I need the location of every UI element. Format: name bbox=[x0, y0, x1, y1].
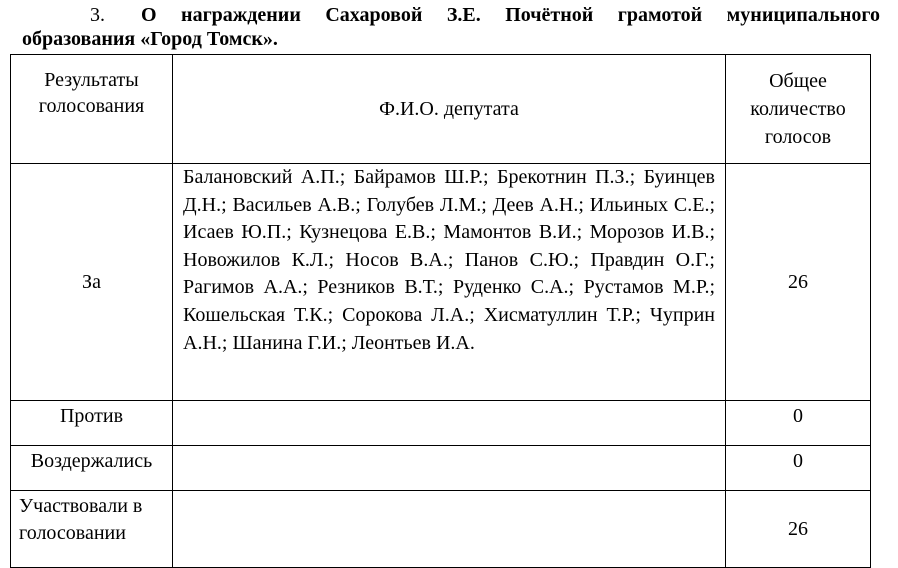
header-voting-results: Результаты голосования bbox=[11, 55, 173, 164]
row-label-for: За bbox=[11, 164, 173, 401]
item-number: 3. bbox=[90, 4, 105, 26]
heading-line-1 bbox=[22, 3, 880, 27]
deputies-list-abstained bbox=[173, 446, 726, 491]
deputies-list-against bbox=[173, 401, 726, 446]
table-row-for bbox=[11, 164, 871, 401]
vote-count-abstained: 0 bbox=[726, 446, 871, 491]
heading-line-2: образования «Город Томск». bbox=[22, 28, 278, 50]
table-row-participated bbox=[11, 491, 871, 568]
vote-count-participated: 26 bbox=[726, 491, 871, 568]
vote-count-against: 0 bbox=[726, 401, 871, 446]
row-label-against: Против bbox=[11, 401, 173, 446]
row-label-abstained: Воздержались bbox=[11, 446, 173, 491]
row-label-participated: Участвовали в голосовании bbox=[11, 491, 173, 568]
table-row-abstained bbox=[11, 446, 871, 491]
deputies-list-for: Балановский А.П.; Байрамов Ш.Р.; Брекотнин П.З.; Буинцев Д.Н.; Васильев А.В.; Голубев Л.М.; Деев А.Н.; Ильиных С.Е.; Исаев Ю.П.; Кузнецова Е.В.; Мамонтов В.И.; Морозов И.В.; Новожилов К.Л.; Носов В.А.; Панов С.Ю.; Правдин О.Г.; Рагимов А.А.; Резников В.Т.; Руденко С.А.; Рустамов М.Р.; Кошельская Т.К.; Сорокова Л.А.; Хисматуллин Т.Р.; Чуприн А.Н.; Шанина Г.И.; Леонтьев И.А. bbox=[173, 164, 726, 401]
voting-results-table bbox=[10, 54, 871, 568]
resolution-heading bbox=[22, 3, 880, 51]
table-header-row bbox=[11, 55, 871, 164]
vote-count-for: 26 bbox=[726, 164, 871, 401]
heading-text-1: О награждении Сахаровой З.Е. Почётной грамотой муниципального bbox=[141, 4, 880, 26]
deputies-list-participated bbox=[173, 491, 726, 568]
header-total-votes: Общее количество голосов bbox=[726, 55, 871, 164]
header-deputy-name: Ф.И.О. депутата bbox=[173, 55, 726, 164]
table-row-against bbox=[11, 401, 871, 446]
